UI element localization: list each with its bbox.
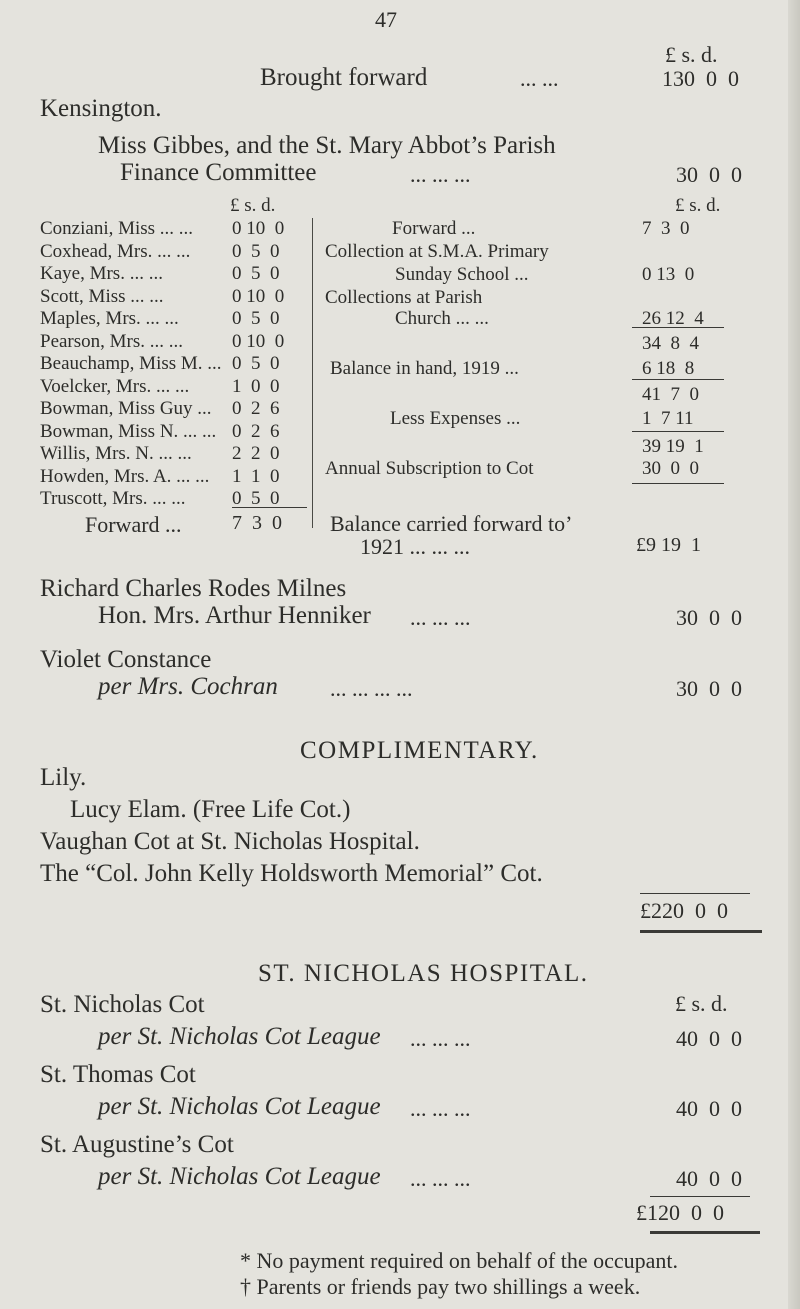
account-lsd-header: £ s. d.: [675, 195, 721, 216]
subscriber-name: Voelcker, Mrs. ... ...: [40, 375, 190, 397]
column-divider: [312, 218, 313, 528]
account-line-text: Church ... ...: [395, 308, 489, 329]
subscriber-row: [40, 398, 310, 421]
richard-charles-dots: ... ... ...: [410, 605, 471, 630]
subscriber-amount: 0 2 6: [232, 420, 280, 442]
committee-line-2: Finance Committee: [120, 159, 317, 186]
cot-dots: ... ... ...: [410, 1096, 471, 1121]
subscriber-name: Bowman, Miss Guy ...: [40, 398, 212, 419]
account-line-amount: 1 7 11: [642, 408, 694, 429]
subscriber-amount: 0 5 0: [232, 353, 280, 374]
complimentary-heading: COMPLIMENTARY.: [300, 737, 539, 764]
complimentary-item: Lucy Elam. (Free Life Cot.): [70, 796, 351, 823]
committee-dots: ... ... ...: [410, 162, 471, 187]
account-line-text: Annual Subscription to Cot: [325, 458, 534, 479]
cot-name: St. Thomas Cot: [40, 1061, 196, 1088]
page-edge-shadow: [788, 0, 800, 1309]
subscribers-lsd-header: £ s. d.: [230, 195, 276, 216]
subscribers-forward-amount: 7 3 0: [232, 512, 282, 534]
footnote: † Parents or friends pay two shillings a week.: [240, 1274, 641, 1299]
subscriber-amount: 0 5 0: [232, 240, 280, 262]
violet-constance-line: per Mrs. Cochran: [98, 673, 278, 700]
brought-forward-dots: ... ...: [520, 66, 559, 91]
lsd-header: £ s. d.: [665, 42, 718, 67]
subscriber-row: [40, 443, 310, 466]
subscriber-amount: 2 2 0: [232, 443, 280, 464]
subscriber-name: Howden, Mrs. A. ... ...: [40, 465, 210, 487]
st-nicholas-lsd-header: £ s. d.: [675, 991, 728, 1016]
total-2-amount: £120 0 0: [636, 1200, 724, 1225]
violet-constance-heading: Violet Constance: [40, 646, 212, 673]
brought-forward-amount: 130 0 0: [662, 66, 739, 91]
account-line-amount: 34 8 4: [642, 333, 699, 354]
cot-amount: 40 0 0: [676, 1096, 742, 1121]
brought-forward-label: Brought forward: [260, 64, 428, 91]
kensington-heading: Kensington.: [40, 95, 162, 122]
cot-amount: 40 0 0: [676, 1166, 742, 1191]
account-line-text: Less Expenses ...: [390, 408, 521, 429]
account-line-amount: 7 3 0: [642, 218, 690, 239]
subscriber-name: Maples, Mrs. ... ...: [40, 308, 179, 329]
cot-via: per St. Nicholas Cot League: [98, 1093, 381, 1120]
subscribers-forward-label: Forward ...: [85, 512, 182, 537]
subscriber-amount: 0 5 0: [232, 308, 280, 329]
account-rule-2: [632, 379, 724, 380]
total-1-amount: £220 0 0: [640, 898, 728, 923]
subscriber-row: [40, 421, 310, 444]
subscriber-name: Conziani, Miss ... ...: [40, 218, 194, 239]
subscriber-amount: 0 5 0: [232, 488, 280, 509]
subscribers-sum-rule: [232, 507, 307, 508]
subscriber-amount: 0 2 6: [232, 398, 280, 419]
subscriber-name: Kaye, Mrs. ... ...: [40, 263, 163, 284]
subscriber-row: [40, 218, 310, 241]
subscriber-row: [40, 286, 310, 309]
total-2-rule: [650, 1196, 750, 1197]
subscriber-name: Bowman, Miss N. ... ...: [40, 420, 217, 442]
carried-forward-line-2: 1921 ... ... ...: [360, 534, 470, 559]
subscriber-name: Pearson, Mrs. ... ...: [40, 330, 184, 352]
total-2-double-rule: [650, 1231, 760, 1234]
subscriber-row: [40, 241, 310, 264]
account-line-amount: 26 12 4: [642, 308, 704, 329]
subscriber-amount: 0 10 0: [232, 330, 285, 352]
subscriber-amount: 1 0 0: [232, 375, 280, 397]
st-nicholas-heading: ST. NICHOLAS HOSPITAL.: [258, 960, 589, 987]
subscriber-amount: 0 5 0: [232, 263, 280, 284]
violet-constance-amount: 30 0 0: [676, 676, 742, 701]
cot-amount: 40 0 0: [676, 1026, 742, 1051]
subscriber-row: [40, 308, 310, 331]
cot-via: per St. Nicholas Cot League: [98, 1163, 381, 1190]
subscriber-row: [40, 331, 310, 354]
subscriber-name: Beauchamp, Miss M. ...: [40, 353, 222, 374]
account-line-amount: 39 19 1: [642, 436, 704, 457]
subscriber-name: Willis, Mrs. N. ... ...: [40, 443, 192, 464]
subscriber-name: Truscott, Mrs. ... ...: [40, 488, 186, 509]
cot-dots: ... ... ...: [410, 1026, 471, 1051]
carried-forward-line-1: Balance carried forward to’: [330, 511, 573, 536]
complimentary-item: Lily.: [40, 764, 87, 791]
page-number: 47: [375, 7, 397, 32]
violet-constance-dots: ... ... ... ...: [330, 676, 413, 701]
total-1-rule: [640, 893, 750, 894]
footnote: * No payment required on behalf of the occupant.: [240, 1248, 679, 1273]
account-line-text: Sunday School ...: [395, 264, 529, 285]
cot-dots: ... ... ...: [410, 1166, 471, 1191]
subscriber-name: Scott, Miss ... ...: [40, 285, 164, 307]
cot-via: per St. Nicholas Cot League: [98, 1023, 381, 1050]
account-line-text: Forward ...: [392, 218, 476, 239]
account-rule-3: [632, 431, 724, 432]
committee-amount: 30 0 0: [676, 162, 742, 187]
subscriber-row: [40, 263, 310, 286]
subscriber-name: Coxhead, Mrs. ... ...: [40, 240, 191, 262]
richard-charles-amount: 30 0 0: [676, 605, 742, 630]
account-rule-1: [632, 327, 724, 328]
account-line-amount: 30 0 0: [642, 458, 699, 479]
committee-line-1: Miss Gibbes, and the St. Mary Abbot’s Parish: [98, 132, 556, 159]
total-1-double-rule: [640, 930, 762, 933]
subscriber-amount: 0 10 0: [232, 285, 285, 307]
cot-name: St. Augustine’s Cot: [40, 1131, 234, 1158]
subscriber-amount: 1 1 0: [232, 465, 280, 487]
account-line-amount: 41 7 0: [642, 384, 699, 405]
account-line-text: Collection at S.M.A. Primary: [325, 241, 549, 262]
subscriber-row: [40, 353, 310, 376]
richard-charles-line: Hon. Mrs. Arthur Henniker: [98, 602, 371, 629]
complimentary-item: Vaughan Cot at St. Nicholas Hospital.: [40, 828, 420, 855]
account-line-amount: 0 13 0: [642, 264, 695, 285]
carried-forward-amount: £9 19 1: [636, 534, 701, 556]
subscriber-row: [40, 376, 310, 399]
richard-charles-heading: Richard Charles Rodes Milnes: [40, 575, 347, 602]
account-line-amount: 6 18 8: [642, 358, 695, 379]
account-rule-4: [632, 483, 724, 484]
subscriber-amount: 0 10 0: [232, 218, 285, 239]
cot-name: St. Nicholas Cot: [40, 991, 205, 1018]
account-line-text: Balance in hand, 1919 ...: [330, 358, 519, 379]
account-line-text: Collections at Parish: [325, 287, 483, 308]
subscriber-row: [40, 466, 310, 489]
complimentary-item: The “Col. John Kelly Holdsworth Memorial” Cot.: [40, 860, 543, 887]
